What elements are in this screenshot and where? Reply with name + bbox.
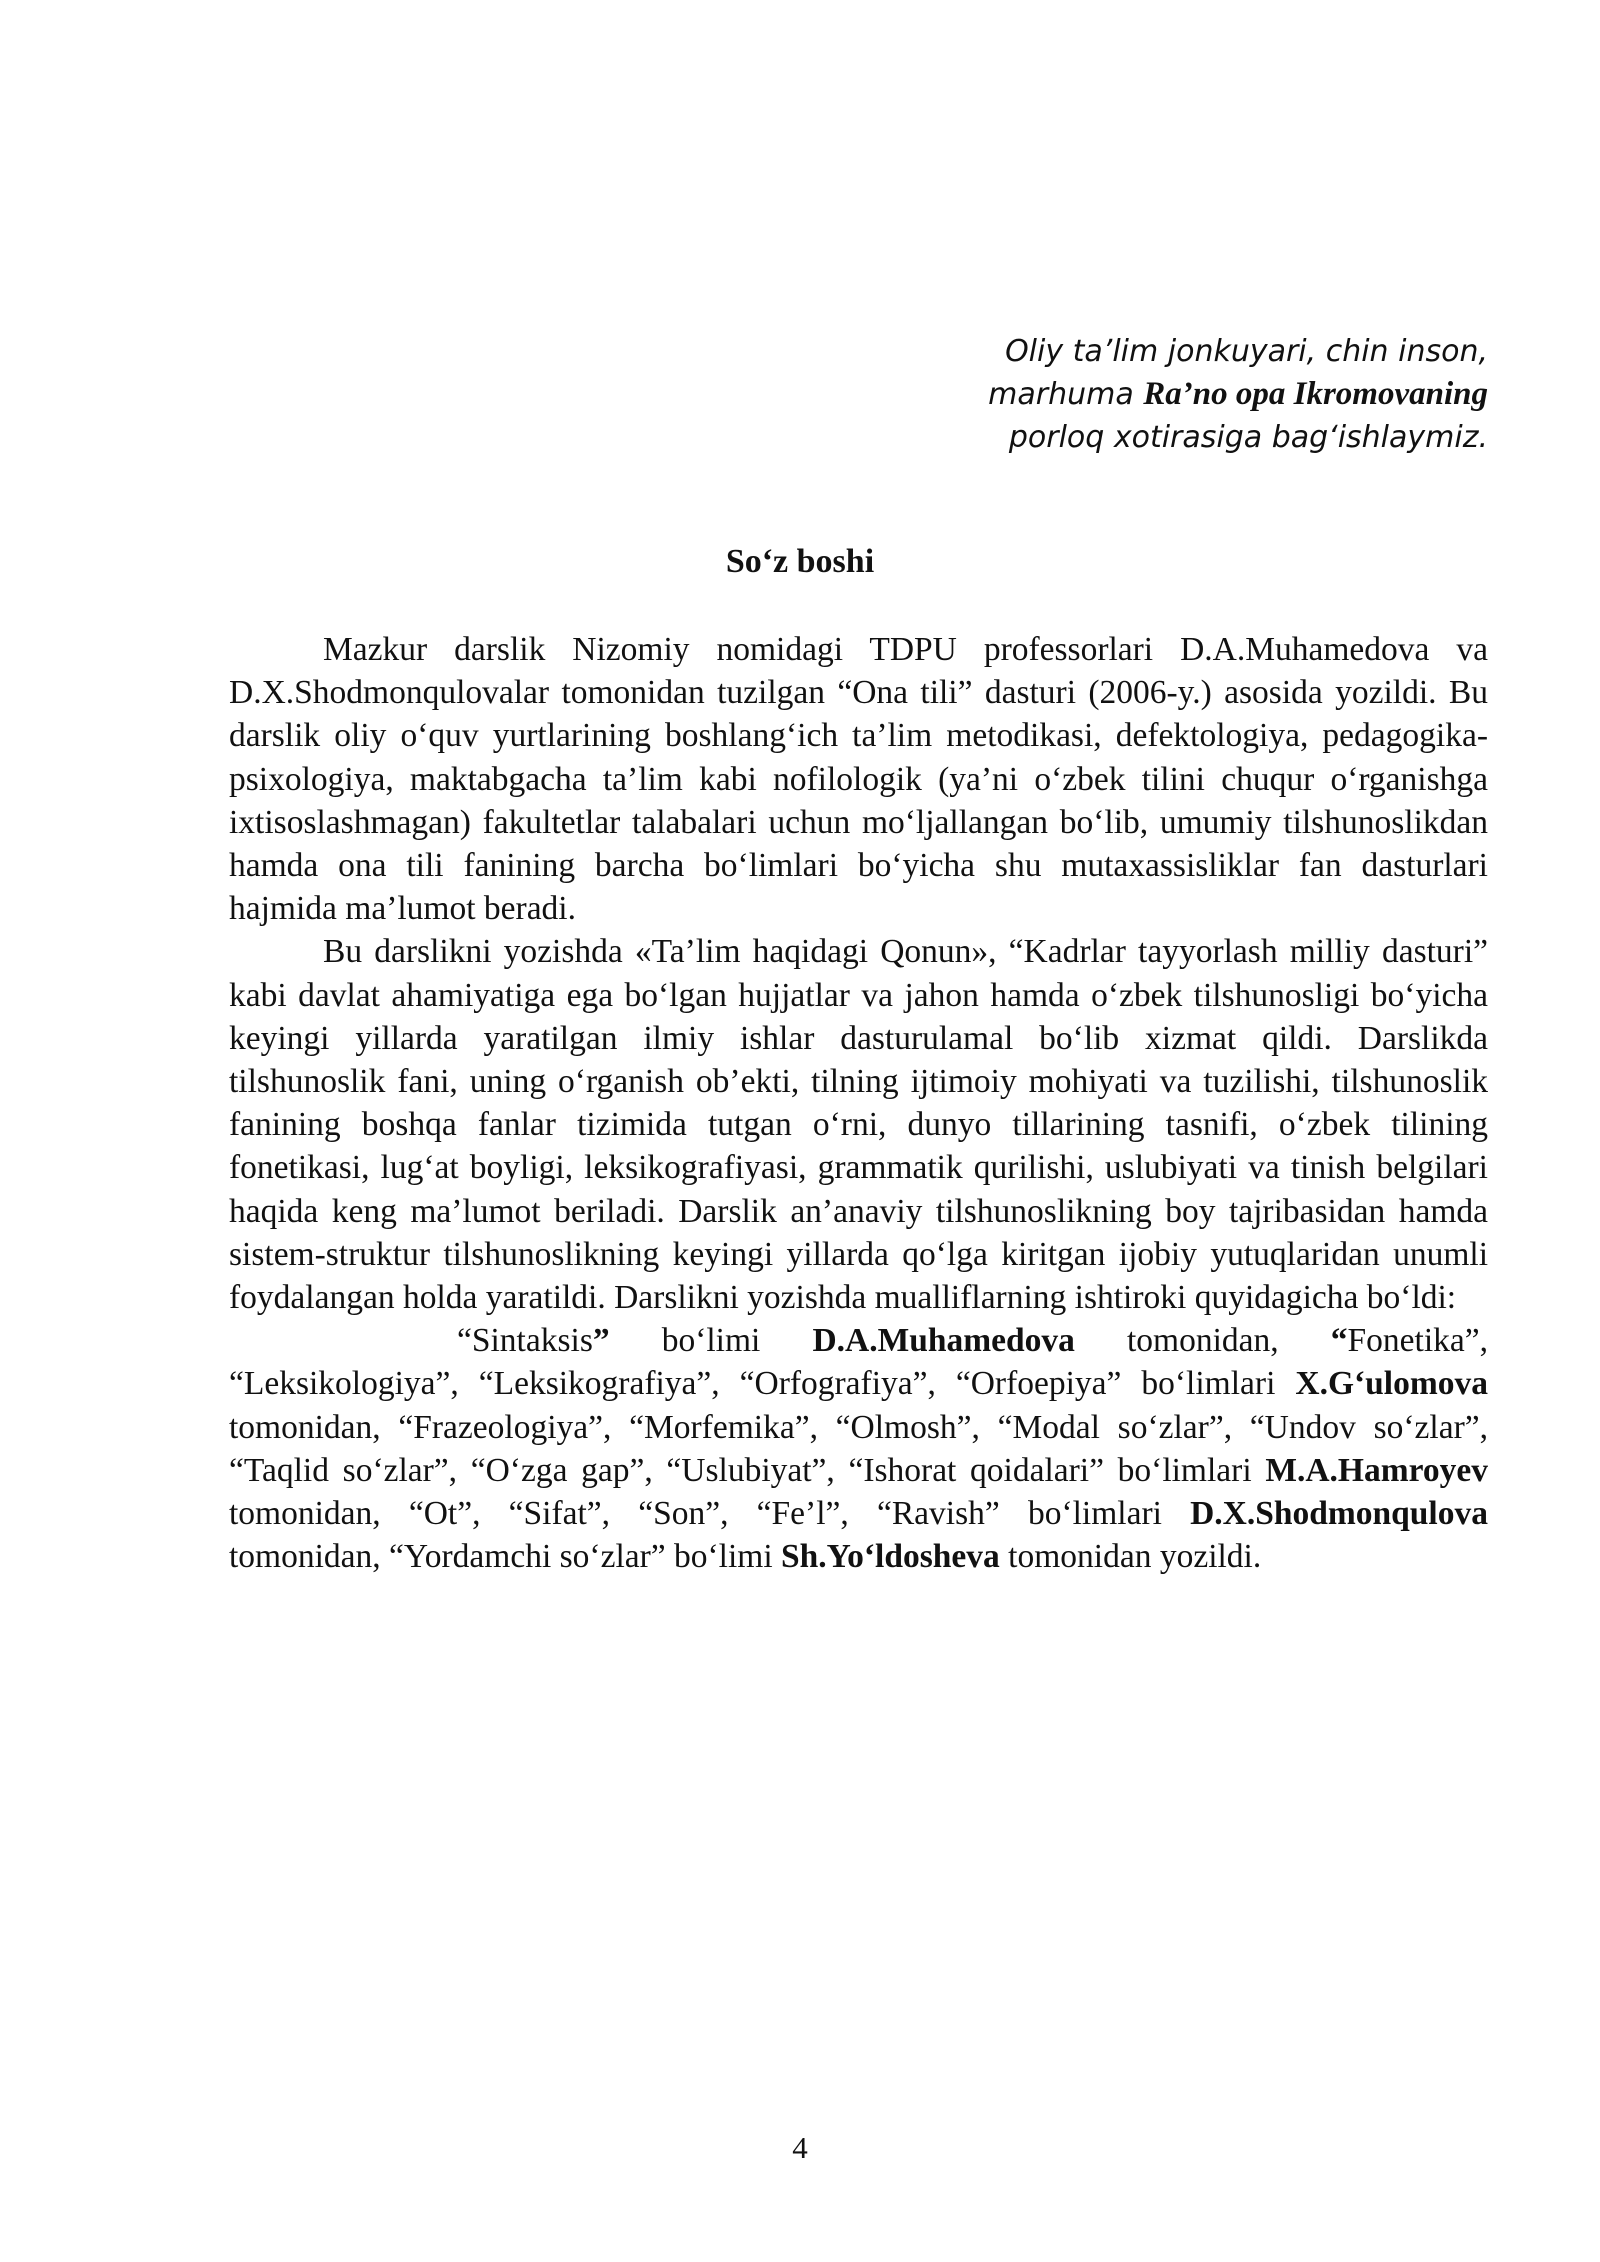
contrib-text-1: “Sintaksis xyxy=(457,1322,593,1360)
contrib-text-5: tomonidan, “Frazeologiya”, “Morfemika”, “Olmosh”, “Modal so‘zlar”, “Undov so‘zlar”, “Taqlid so‘zlar”, “O‘zga gap”, “Uslubiyat”, “Ishorat qoidalari” bo‘limlari xyxy=(229,1408,1488,1489)
page-number: 4 xyxy=(792,2130,808,2165)
contrib-text-4: Fonetika”, “Leksikologiya”, “Leksikografiya”, “Orfografiya”, “Orfoepiya” bo‘limlari xyxy=(229,1322,1489,1403)
contrib-text-2: bo‘limi xyxy=(609,1322,813,1360)
author-muhamedova: D.A.Muhamedova xyxy=(812,1322,1075,1360)
dedication-name: Ra’no opa Ikromovaning xyxy=(1143,376,1488,412)
contrib-open-quote-bold: “ xyxy=(1330,1322,1348,1360)
body-text xyxy=(229,628,1488,1578)
contrib-text-6: tomonidan, “Ot”, “Sifat”, “Son”, “Fe’l”, “Ravish” bo‘limlari xyxy=(229,1495,1191,1533)
paragraph-contributors xyxy=(229,1319,1488,1578)
contrib-quote-bold: ” xyxy=(592,1322,610,1360)
author-hamroyev: M.A.Hamroyev xyxy=(1265,1451,1488,1489)
contrib-text-8: tomonidan yozildi. xyxy=(999,1538,1262,1576)
contrib-text-3: tomonidan, xyxy=(1074,1322,1331,1360)
author-shodmonqulova: D.X.Shodmonqulova xyxy=(1190,1495,1488,1533)
author-gulomova: X.G‘ulomova xyxy=(1295,1365,1488,1403)
dedication-line-2 xyxy=(688,373,1488,416)
dedication-line-1: Oliy ta’lim jonkuyari, chin inson, xyxy=(1005,334,1488,369)
section-heading: So‘z boshi xyxy=(725,543,875,580)
dedication xyxy=(688,330,1488,459)
paragraph-1: Mazkur darslik Nizomiy nomidagi TDPU professorlari D.A.Muhamedova va D.X.Shodmonqulovalar tomonidan tuzilgan “Ona tili” dasturi (2006-y.) asosida yozildi. Bu darslik oliy o‘quv yurtlarining boshlang‘ich ta’lim metodikasi, defektologiya, pedagogika-psixologiya, maktabgacha ta’lim kabi nofilologik (ya’ni o‘zbek tilini chuqur o‘rganishga ixtisoslashmagan) fakultetlar talabalari uchun mo‘ljallangan bo‘lib, umumiy tilshunoslikdan hamda ona tili fanining barcha bo‘limlari bo‘yicha shu mutaxassisliklar fan dasturlari hajmida ma’lumot beradi. xyxy=(229,631,1488,928)
author-yoldosheva: Sh.Yo‘ldosheva xyxy=(781,1538,1000,1576)
contrib-text-7: tomonidan, “Yordamchi so‘zlar” bo‘limi xyxy=(229,1538,782,1576)
dedication-line-2-prefix: marhuma xyxy=(988,377,1144,412)
dedication-line-3: porloq xotirasiga bag‘ishlaymiz. xyxy=(1008,420,1488,455)
paragraph-2: Bu darslikni yozishda «Ta’lim haqidagi Qonun», “Kadrlar tayyorlash milliy dasturi” kabi davlat ahamiyatiga ega bo‘lgan hujjatlar va jahon hamda o‘zbek tilshunosligi bo‘yicha keyingi yillarda yaratilgan ilmiy ishlar dasturulamal bo‘lib xizmat qildi. Darslikda tilshunoslik fani, uning o‘rganish ob’ekti, tilning ijtimoiy mohiyati va tuzilishi, tilshunoslik fanining boshqa fanlar tizimida tutgan o‘rni, dunyo tillarining tasnifi, o‘zbek tilining fonetikasi, lug‘at boyligi, leksikografiyasi, grammatik qurilishi, uslubiyati va tinish belgilari haqida keng ma’lumot beriladi. Darslik an’anaviy tilshunoslikning boy tajribasidan hamda sistem-struktur tilshunoslikning keyingi yillarda qo‘lga kiritgan ijobiy yutuqlaridan unumli foydalangan holda yaratildi. Darslikni yozishda mualliflarning ishtiroki quyidagicha bo‘ldi: xyxy=(229,933,1488,1317)
